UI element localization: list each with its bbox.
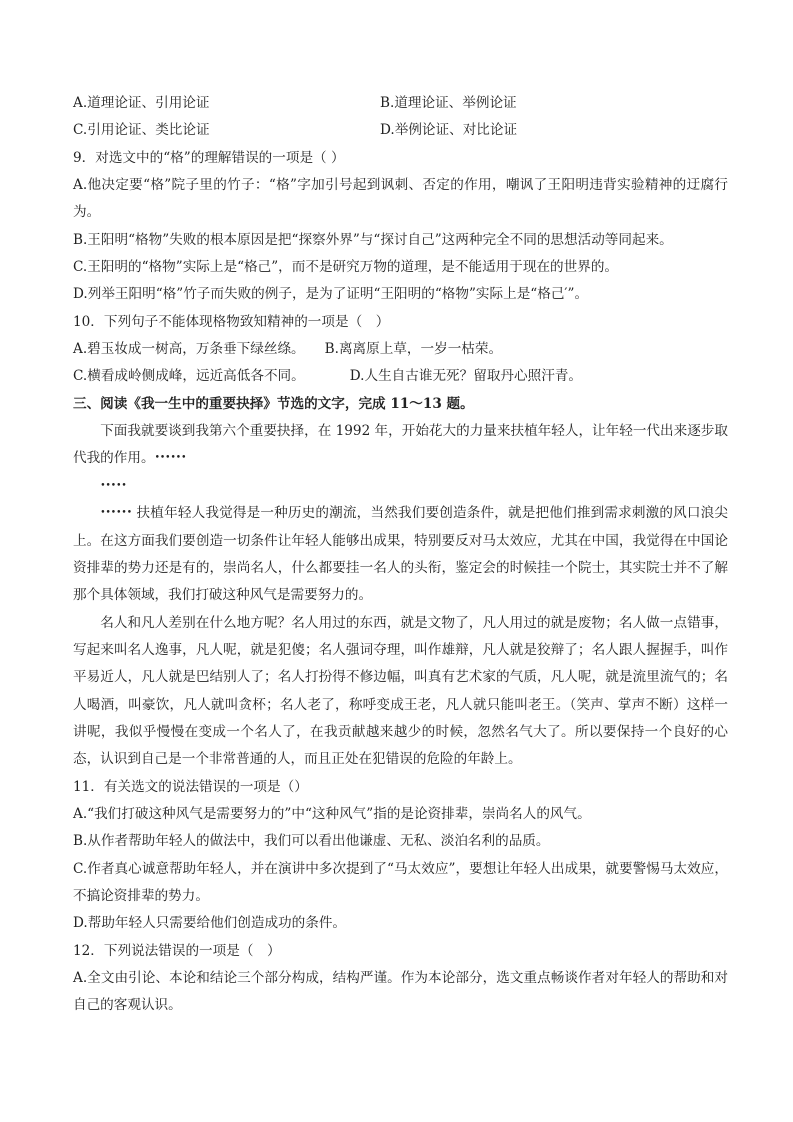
q10-options-row-1 [73,336,728,363]
q10-option-d: D.人生自古谁无死？留取丹心照汗青。 [349,368,582,385]
q11-option-a: A.“我们打破这种风气是需要努力的”中“这种风气”指的是论资排辈，崇尚名人的风气。 [73,806,591,823]
q8-option-d: D.举例论证、对比论证 [380,122,518,139]
passage-paragraph-1-text: 下面我就要谈到我第六个重要抉择，在 1992 年，开始花大的力量来扶植年轻人，让年轻一代出来逐步取代我的作用。 [73,422,728,467]
passage-paragraph-2-text: 扶植年轻人我觉得是一种历史的潮流，当然我们要创造条件，就是把他们推到需求刺激的风口浪尖上。在这方面我们要创造一切条件让年轻人能够出成果，特别要反对马太效应，尤其在中国，我觉得在中国论资排辈的势力还是有的，崇尚名人，什么都要挂一名人的头衔，鉴定会的时候挂一个院士，其实院士并不了解那个具体领域，我们打破这种风气是需要努力的。 [73,505,729,604]
q10-option-c: C.横看成岭侧成峰，远近高低各不同。 [73,368,305,385]
q8-option-a: A.道理论证、引用论证 [73,95,210,111]
q8-options-row-2 [73,117,728,144]
q8-option-c: C.引用论证、类比论证 [73,122,210,139]
q9-option-b: B.王阳明“格物”失败的根本原因是把“探察外界”与“探讨自己”这两种完全不同的思想活动等同起来。 [73,231,673,248]
ellipsis-dots: •••••• [154,453,187,464]
q9-option-c: C.王阳明的“格物”实际上是“格己”，而不是研究万物的道理，是不能适用于现在的世界的。 [73,258,619,275]
q11-option-d: D.帮助年轻人只需要给他们创造成功的条件。 [73,915,347,932]
q12-option-a: A.全文由引论、本论和结论三个部分构成，结构严谨。作为本论部分，选文重点畅谈作者对年轻人的帮助和对自己的客观认识。 [73,970,728,1014]
passage-paragraph-1 [73,418,728,473]
q11-option-c: C.作者真心诚意帮助年轻人，并在演讲中多次提到了“马太效应”，要想让年轻人出成果，就要警惕马太效应，不搞论资排辈的势力。 [73,860,728,905]
ellipsis-dots: ••••• [100,480,127,491]
q9-option-d: D.列举王阳明“格”竹子而失败的例子，是为了证明“王阳明的“格物”实际上是“格己′”。 [73,286,589,303]
q10-option-b: B.离离原上草，一岁一枯荣。 [324,340,503,357]
q10-option-a: A.碧玉妆成一树高，万条垂下绿丝绦。 [73,340,305,357]
ellipsis-dots: •••••• [100,508,133,519]
q10-options-row-2 [73,363,728,390]
q8-option-b: B.道理论证、举例论证 [380,95,517,111]
q12-stem: 12．下列说法错误的一项是（ ） [73,942,281,959]
section-3-heading: 三、阅读《我一生中的重要抉择》节选的文字，完成 11～13 题。 [73,395,474,412]
q9-stem: 9．对选文中的“格”的理解错误的一项是（ ） [73,149,345,166]
q8-options-row-1 [73,90,728,117]
exam-page [73,90,728,1020]
q11-stem: 11．有关选文的说法错误的一项是（） [73,778,308,795]
q11-option-b: B.从作者帮助年轻人的做法中，我们可以看出他谦虚、无私、淡泊名利的品质。 [73,833,550,850]
passage-omission [73,473,728,501]
passage-paragraph-3: 名人和凡人差别在什么地方呢？名人用过的东西，就是文物了，凡人用过的就是废物；名人做一点错事，写起来叫名人逸事，凡人呢，就是犯傻；名人强词夺理，叫作雄辩，凡人就是狡辩了；名人跟人握握手，叫作平易近人，凡人就是巴结别人了；名人打扮得不修边幅，叫真有艺术家的气质，凡人呢，就是流里流气的；名人喝酒，叫豪饮，凡人就叫贪杯；名人老了，称呼变成王老，凡人就只能叫老王。（笑声、掌声不断）这样一讲呢，我似乎慢慢在变成一个名人了，在我贡献越来越少的时候，忽然名气大了。所以要保持一个良好的心态，认识到自己是一个非常普通的人，而且正处在犯错误的危险的年龄上。 [73,614,728,768]
q10-stem: 10．下列句子不能体现格物致知精神的一项是（ ） [73,313,390,330]
passage-paragraph-2 [73,500,728,609]
q9-option-a: A.他决定要“格”院子里的竹子：“格”字加引号起到讽刺、否定的作用，嘲讽了王阳明违背实验精神的迂腐行为。 [73,176,728,221]
